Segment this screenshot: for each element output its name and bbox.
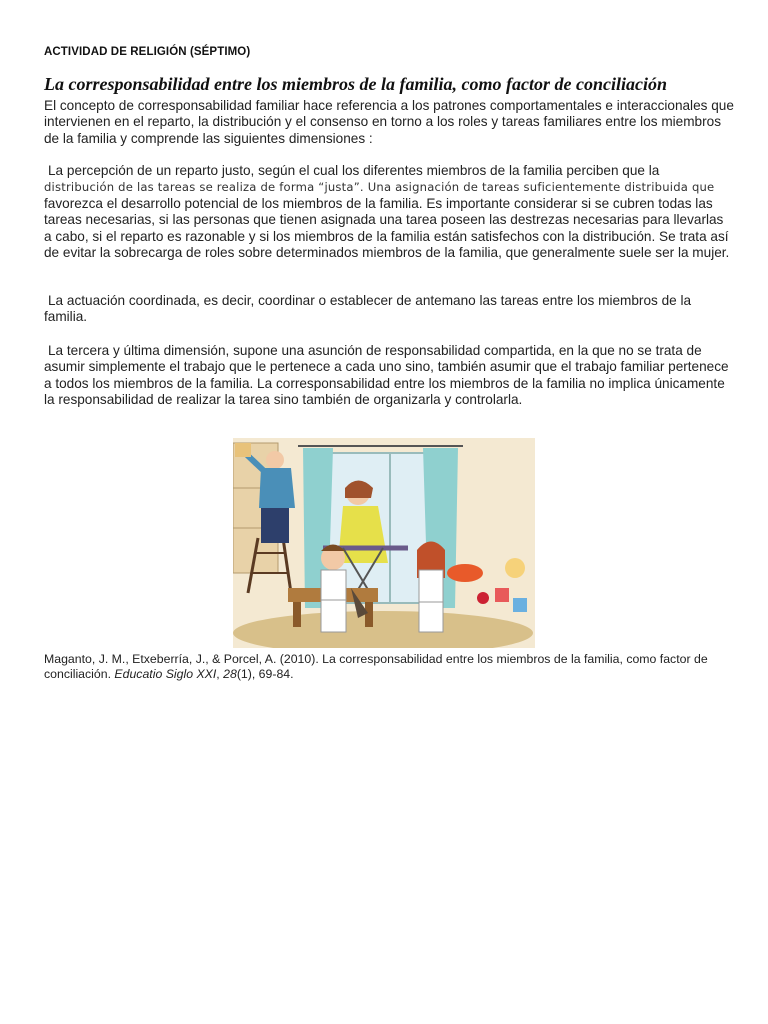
- bullet-3-text: La tercera y última dimensión, supone una asunción de responsabilidad compartida, en la que no se trata de asumir simplemente el trabajo que le pertenece a cada uno sino, también asumir que el trabajo familiar pertenece a todos los miembros de la familia. La corresponsabilidad entre los miembros de la familia no implica únicamente la responsabilidad de realizar la tarea sino también de organizarla y controlarla.: [44, 343, 729, 408]
- citation-authors: Maganto, J. M., Etxeberría, J., & Porcel, A. (2010). La corresponsabilidad entre los miembros de la familia, como factor de conciliación.: [44, 652, 708, 682]
- bullet-2-text: La actuación coordinada, es decir, coordinar o establecer de antemano las tareas entre los miembros de la familia.: [44, 293, 692, 325]
- activity-header: ACTIVIDAD DE RELIGIÓN (SÉPTIMO): [44, 46, 251, 58]
- citation-reference: [44, 652, 734, 682]
- citation-separator: ,: [216, 667, 220, 682]
- family-chores-illustration: [233, 438, 535, 648]
- document-title: La corresponsabilidad entre los miembros de la familia, como factor de conciliación: [44, 74, 667, 94]
- bullet-1-text-a: La percepción de un reparto justo, según el cual los diferentes miembros de la familia perciben que la: [48, 163, 660, 178]
- citation-volume: 28: [223, 667, 237, 682]
- bullet-item-2: [44, 293, 734, 326]
- bullet-item-1: [44, 163, 734, 261]
- bullet-1-text-b: distribución de las tareas se realiza de forma “justa”. Una asignación de tareas suficientemente distribuida que: [44, 180, 715, 195]
- bullet-1-text-c: favorezca el desarrollo potencial de los miembros de la familia. Es importante considerar si se cubren todas las tareas necesarias, si las personas que tienen asignada una tarea poseen las destrezas necesarias para llevarlas a cabo, si el reparto es razonable y si los miembros de la familia están satisfechos con la distribución. Se trata así de evitar la sobrecarga de roles sobre determinados miembros de la familia, que generalmente suele ser la mujer.: [44, 195, 730, 261]
- citation-journal: Educatio Siglo XXI: [114, 667, 217, 682]
- citation-pages: (1), 69-84.: [236, 667, 294, 682]
- intro-paragraph: El concepto de corresponsabilidad familiar hace referencia a los patrones comportamentales e interaccionales que intervienen en el reparto, la distribución y el consenso en torno a los roles y tareas familiares entre los miembros de la familia y comprende las siguientes dimensiones :: [44, 98, 734, 146]
- bullet-item-3: [44, 343, 734, 409]
